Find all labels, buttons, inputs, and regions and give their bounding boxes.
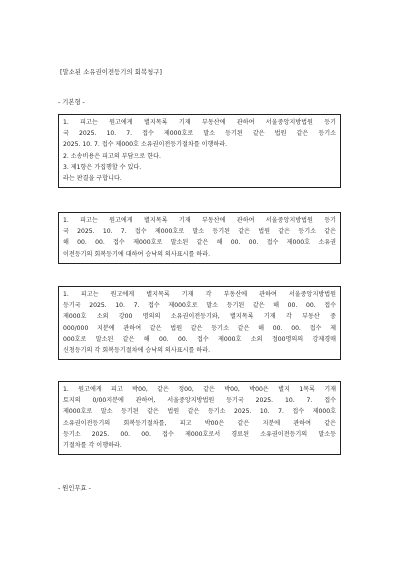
clause-line: 3. 제1항은 가집행할 수 있다. bbox=[63, 163, 142, 171]
clause-box-multiple-registrations bbox=[58, 286, 341, 360]
clause-line: 이전등기의 회복등기에 대하여 승낙의 의사표시를 하라. bbox=[63, 250, 211, 258]
clause-line: 000/000 지분에 관하여 같은 법원 같은 등기소 같은 해 00. 00. 접수 제 bbox=[63, 324, 336, 332]
clause-line: 1. 피고는 원고에게 별지목록 기재 각 부동산에 관하여 서울중앙지방법원 bbox=[63, 291, 336, 298]
clause-line: 신청등기의 각 회복등기절차에 승낙의 의사표시를 하라. bbox=[63, 347, 211, 355]
clause-line: 토지의 0/00지분에 관하여, 서울중앙지방법원 등기국 2025. 10. 7. 접수 bbox=[63, 397, 336, 405]
clause-line: 등기소 2025. 00. 00. 접수 제000호로서 경료된 소유권이전등기의 말소등 bbox=[63, 430, 336, 438]
clause-line: 2025. 10. 7. 접수 제000호 소유권이전등기절차를 이행하라. bbox=[63, 141, 228, 149]
clause-line: 1. 원고에게 피고 박00, 같은 정00, 같은 박00, 박00은 별지 1목록 기재 bbox=[63, 386, 336, 393]
clause-line: 1. 피고는 원고에게 별지목록 기재 부동산에 관하여 서울중앙지방법원 등기 bbox=[63, 217, 336, 224]
section-heading-basic: - 기본형 - bbox=[58, 99, 85, 106]
clause-line: 등기국 2025. 10. 7. 접수 제000호로 말소 등기된 같은 해 00. 00. 접수 bbox=[63, 302, 336, 310]
clause-line: 1. 피고는 원고에게 별지목록 기재 부동산에 관하여 서울중앙지방법원 등기 bbox=[63, 119, 336, 126]
clause-line: 000호로 말소된 같은 해 00. 00. 접수 제000호 소외 정00명의의 강제경매 bbox=[63, 335, 336, 343]
clause-line: 기절차를 각 이행하라. bbox=[63, 442, 122, 450]
page-title: [말소된 소유권이전등기의 회복청구] bbox=[60, 69, 163, 76]
clause-box-basic bbox=[58, 114, 341, 188]
clause-line: 제000호로 말소 등기된 같은 법원 같은 등기소 2025. 10. 7. 접수 제000호 bbox=[63, 408, 336, 416]
clause-box-consent bbox=[58, 212, 341, 264]
clause-box-cancellation bbox=[58, 381, 341, 455]
section-heading-cause: - 원인무효 - bbox=[58, 485, 91, 492]
clause-line: 라는 판결을 구합니다. bbox=[63, 175, 122, 183]
clause-line: 국 2025. 10. 7. 접수 제000호로 말소 등기된 같은 법원 같은 등기소 bbox=[63, 130, 336, 138]
clause-line: 제000호 소외 강00 명의의 소유권이전등기와, 별지목록 기재 각 부동산 중 bbox=[63, 313, 336, 321]
clause-line: 국 2025. 10. 7. 접수 제000호로 말소 등기된 같은 법원 같은 등기소 같은 bbox=[63, 228, 336, 236]
clause-line: 해 00. 00. 접수 제000호로 말소된 같은 해 00. 00. 접수 제000호 소유권 bbox=[63, 239, 336, 247]
clause-line: 소유권이전등기의 회복등기절차를, 피고 박00은 같은 지분에 관하여 같은 bbox=[63, 419, 336, 427]
clause-line: 2. 소송비용은 피고의 부담으로 한다. bbox=[63, 152, 161, 160]
